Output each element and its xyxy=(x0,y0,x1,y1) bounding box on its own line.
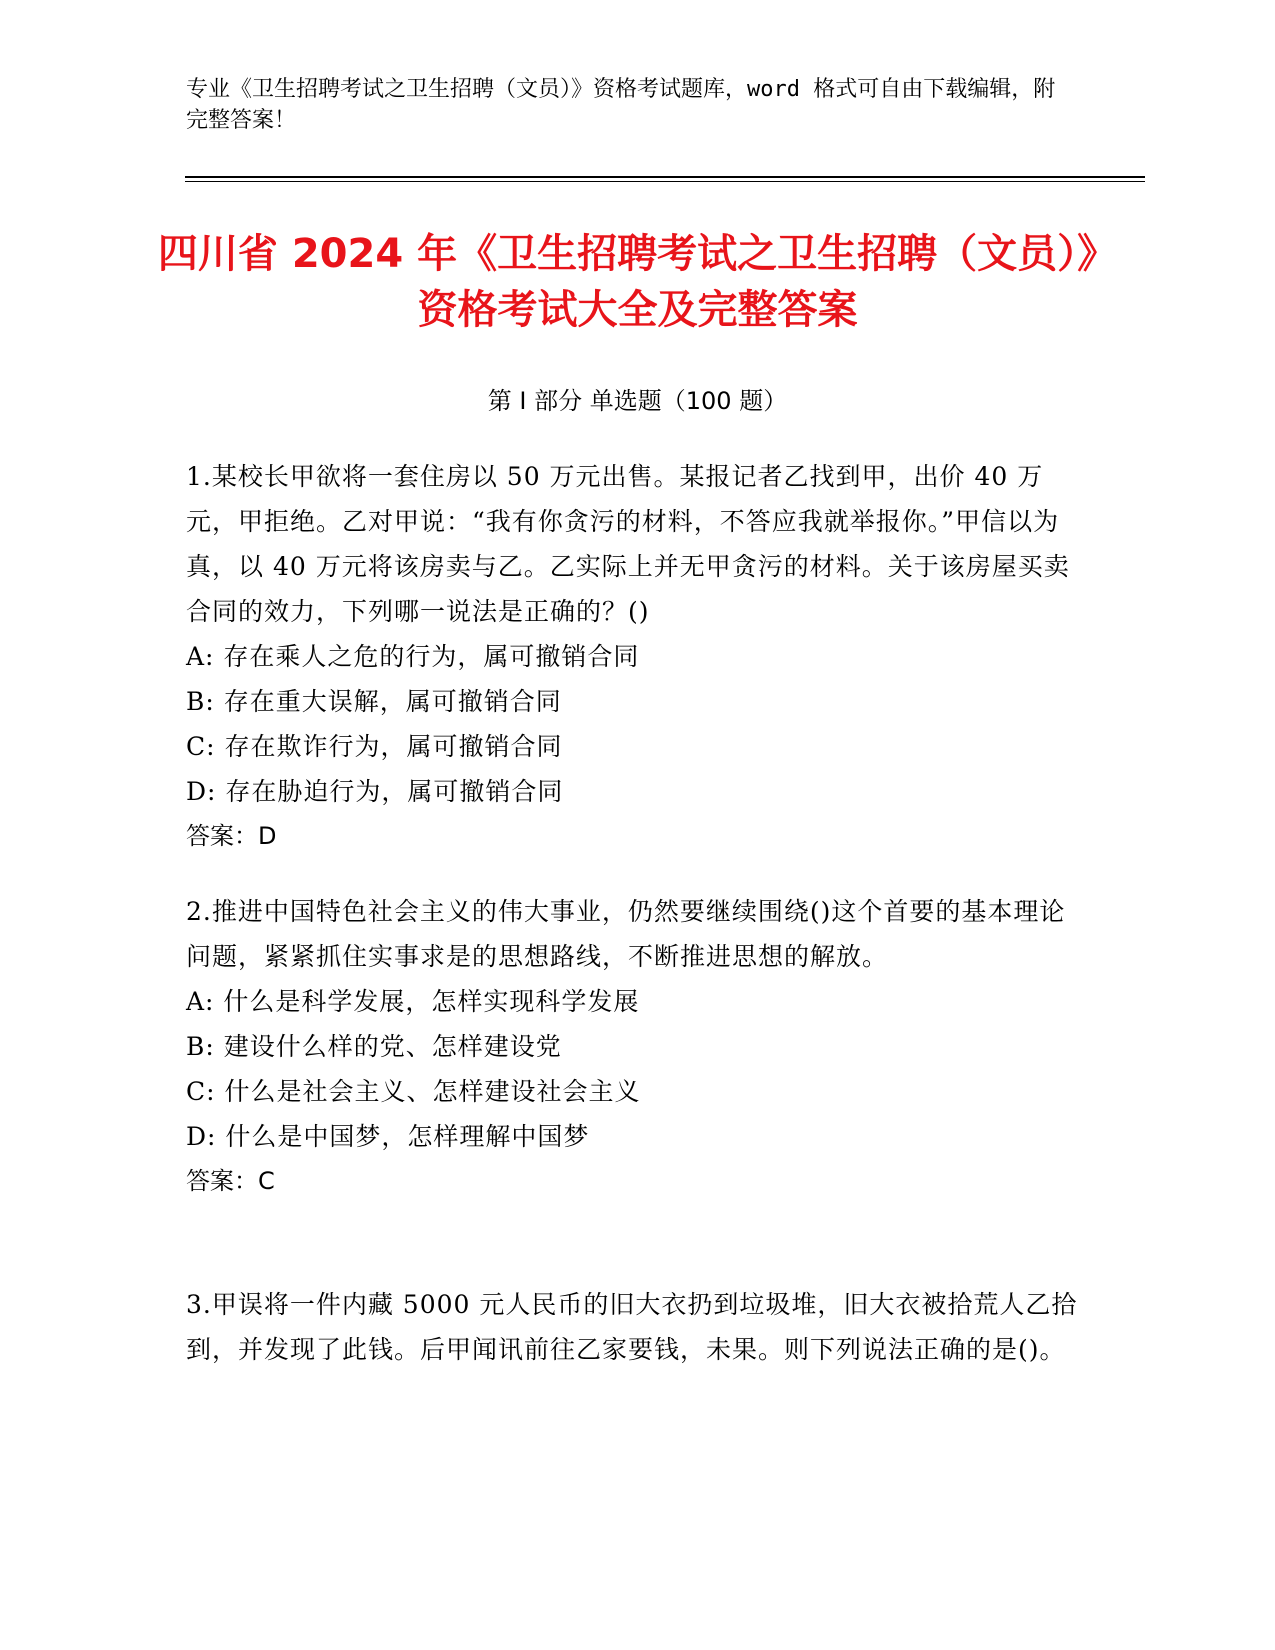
question-2 xyxy=(186,889,1086,1204)
question-stem: 3.甲误将一件内藏 5000 元人民币的旧大衣扔到垃圾堆，旧大衣被拾荒人乙拾到，并发现了此钱。后甲闻讯前往乙家要钱，未果。则下列说法正确的是()。 xyxy=(186,1290,1078,1364)
option-b: B: 建设什么样的党、怎样建设党 xyxy=(186,1032,562,1061)
option-d: D: 存在胁迫行为，属可撤销合同 xyxy=(186,777,564,806)
option-d: D: 什么是中国梦，怎样理解中国梦 xyxy=(186,1122,590,1151)
question-1 xyxy=(186,454,1086,859)
option-b: B: 存在重大误解，属可撤销合同 xyxy=(186,687,562,716)
header-divider-thin xyxy=(185,181,1145,182)
option-c: C: 存在欺诈行为，属可撤销合同 xyxy=(186,732,563,761)
option-a: A: 存在乘人之危的行为，属可撤销合同 xyxy=(186,642,640,671)
option-a: A: 什么是科学发展，怎样实现科学发展 xyxy=(186,987,640,1016)
answer-line: 答案：D xyxy=(186,822,277,850)
section-heading: 第 I 部分 单选题（100 题） xyxy=(487,387,788,415)
question-3 xyxy=(186,1282,1086,1372)
option-c: C: 什么是社会主义、怎样建设社会主义 xyxy=(186,1077,641,1106)
question-stem: 2.推进中国特色社会主义的伟大事业，仍然要继续围绕()这个首要的基本理论问题，紧紧抓住实事求是的思想路线，不断推进思想的解放。 xyxy=(186,897,1066,971)
header-note: 专业《卫生招聘考试之卫生招聘（文员）》资格考试题库，word 格式可自由下载编辑，附完整答案！ xyxy=(186,77,1056,133)
answer-line: 答案：C xyxy=(186,1167,275,1195)
document-title: 四川省 2024 年《卫生招聘考试之卫生招聘（文员）》资格考试大全及完整答案 xyxy=(157,231,1118,333)
header-divider-thick xyxy=(185,176,1145,178)
question-stem: 1.某校长甲欲将一套住房以 50 万元出售。某报记者乙找到甲，出价 40 万元，甲拒绝。乙对甲说：“我有你贪污的材料，不答应我就举报你。”甲信以为真，以 40 万元将该房卖与乙。乙实际上并无甲贪污的材料。关于该房屋买卖合同的效力，下列哪一说法是正确的？() xyxy=(186,462,1070,626)
